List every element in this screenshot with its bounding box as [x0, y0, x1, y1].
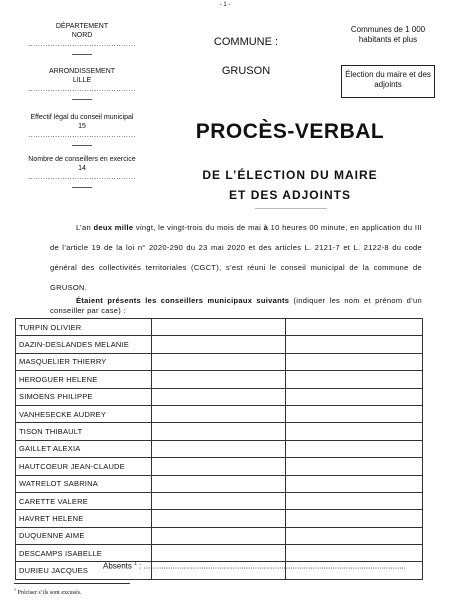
- presence-bold: Étaient présents les conseillers municipaux suivants: [76, 296, 290, 305]
- para-part-1: L’an: [76, 223, 94, 232]
- member-name-cell: TISON THIBAULT: [16, 423, 152, 440]
- members-table: [15, 318, 423, 580]
- member-name-cell: DUQUENNE AIME: [16, 527, 152, 544]
- election-type-box: Élection du maire et des adjoints: [341, 65, 435, 98]
- empty-cell: [152, 371, 286, 388]
- table-row: [16, 475, 423, 492]
- exercice-label: Nombre de conseillers en exercice: [28, 156, 136, 163]
- effectif-block: [14, 113, 150, 146]
- table-row: [16, 353, 423, 370]
- exercice-block: [14, 155, 150, 188]
- table-row: [16, 527, 423, 544]
- document-title: PROCÈS-VERBAL: [195, 120, 385, 143]
- separator: [72, 99, 92, 100]
- dotted-line: ............................................: [28, 41, 136, 48]
- table-row: [16, 545, 423, 562]
- member-name-cell: VANHESECKE AUDREY: [16, 405, 152, 422]
- dotted-line: ............................................: [28, 86, 136, 93]
- presence-statement: [50, 296, 422, 316]
- absents-footnote-marker: 1: [134, 561, 137, 567]
- table-row: [16, 510, 423, 527]
- empty-cell: [286, 458, 423, 475]
- table-row: [16, 371, 423, 388]
- para-bold-1: deux mille: [93, 223, 134, 232]
- member-name-cell: HAUTCOEUR JEAN-CLAUDE: [16, 458, 152, 475]
- para-bold-2: à: [263, 223, 269, 232]
- commune-size-info: Communes de 1 000 habitants et plus: [350, 25, 426, 44]
- dotted-line: ............................................: [28, 132, 136, 139]
- table-row: [16, 319, 423, 336]
- presence-rest: (indiquer les nom et prénom d’un conseiller par case) :: [50, 296, 422, 315]
- member-name-cell: HAVRET HELENE: [16, 510, 152, 527]
- para-part-3: 10 heures 00 minute, en application du III de l’article 19 de la loi n° 2020-290 du 23 mai 2020 et des articles L. 2121-7 et L. 2122-8 du code général des collectivités territoriales (CGCT), s’est réuni le conseil municipal de la commune de GRUSON.: [50, 223, 422, 292]
- empty-cell: [152, 527, 286, 544]
- empty-cell: [152, 353, 286, 370]
- empty-cell: [286, 492, 423, 509]
- commune-value: GRUSON: [221, 65, 271, 77]
- footnote-separator: [14, 583, 130, 584]
- empty-cell: [152, 440, 286, 457]
- absents-dots: : ......................................................................................................................: [136, 561, 406, 571]
- arrondissement-label: ARRONDISSEMENT: [48, 68, 116, 75]
- member-name-cell: HEROGUER HELENE: [16, 371, 152, 388]
- empty-cell: [152, 475, 286, 492]
- member-name-cell: DAZIN-DESLANDES MELANIE: [16, 336, 152, 353]
- empty-cell: [152, 545, 286, 562]
- table-row: [16, 336, 423, 353]
- member-name-cell: WATRELOT SABRINA: [16, 475, 152, 492]
- table-row: [16, 458, 423, 475]
- separator: [72, 145, 92, 146]
- table-row: [16, 492, 423, 509]
- intro-paragraph: [50, 218, 422, 298]
- arrondissement-block: [14, 67, 150, 100]
- empty-cell: [286, 510, 423, 527]
- empty-cell: [152, 510, 286, 527]
- effectif-label: Effectif légal du conseil municipal: [30, 114, 134, 121]
- para-part-2: vingt, le vingt-trois du mois de mai: [133, 223, 264, 232]
- empty-cell: [286, 319, 423, 336]
- empty-cell: [286, 527, 423, 544]
- empty-cell: [152, 423, 286, 440]
- empty-cell: [286, 475, 423, 492]
- footnote-marker: 1: [14, 587, 16, 592]
- subtitle-line-1: DE L’ÉLECTION DU MAIRE: [202, 168, 378, 182]
- separator: [72, 54, 92, 55]
- footnote-text: Préciser s’ils sont excusés.: [17, 590, 82, 596]
- document-subtitle: [150, 165, 430, 205]
- absents-line: [103, 561, 423, 571]
- departement-value: NORD: [71, 32, 93, 39]
- member-name-cell: SIMOENS PHILIPPE: [16, 388, 152, 405]
- empty-cell: [152, 388, 286, 405]
- empty-cell: [286, 353, 423, 370]
- empty-cell: [152, 405, 286, 422]
- empty-cell: [286, 336, 423, 353]
- empty-cell: [152, 492, 286, 509]
- member-name-cell: GAILLET ALEXIA: [16, 440, 152, 457]
- subtitle-line-2: ET DES ADJOINTS: [229, 188, 351, 202]
- absents-label: Absents: [103, 561, 132, 571]
- empty-cell: [286, 423, 423, 440]
- table-row: [16, 405, 423, 422]
- empty-cell: [286, 440, 423, 457]
- effectif-value: 15: [78, 123, 86, 130]
- separator: [72, 187, 92, 188]
- footnote: [14, 587, 82, 596]
- arrondissement-value: LILLE: [72, 77, 92, 84]
- member-name-cell: DESCAMPS ISABELLE: [16, 545, 152, 562]
- member-name-cell: CARETTE VALERE: [16, 492, 152, 509]
- table-row: [16, 423, 423, 440]
- title-separator: [255, 208, 327, 209]
- page-number: - 1 -: [219, 2, 231, 8]
- empty-cell: [286, 405, 423, 422]
- empty-cell: [152, 336, 286, 353]
- member-name-cell: TURPIN OLIVIER: [16, 319, 152, 336]
- departement-label: DÉPARTEMENT: [55, 23, 109, 30]
- commune-label: COMMUNE :: [213, 36, 279, 48]
- empty-cell: [286, 371, 423, 388]
- dotted-line: ............................................: [28, 174, 136, 181]
- member-name-cell: MASQUELIER THIERRY: [16, 353, 152, 370]
- empty-cell: [286, 388, 423, 405]
- departement-block: [14, 22, 150, 55]
- empty-cell: [286, 545, 423, 562]
- table-row: [16, 388, 423, 405]
- table-row: [16, 440, 423, 457]
- empty-cell: [152, 319, 286, 336]
- member-name-cell: DURIEU JACQUES: [16, 562, 152, 579]
- empty-cell: [152, 458, 286, 475]
- exercice-value: 14: [78, 165, 86, 172]
